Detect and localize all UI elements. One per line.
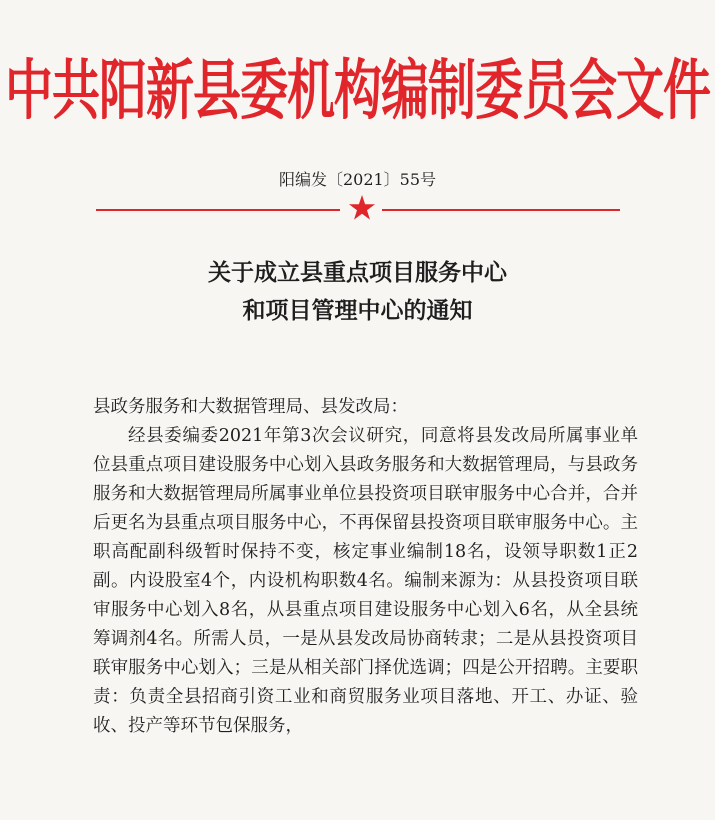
divider-line-right xyxy=(382,209,620,211)
document-number: 阳编发〔2021〕55号 xyxy=(278,170,437,189)
letterhead-title: 中共阳新县委机构编制委员会文件 xyxy=(4,52,710,129)
body-paragraph: 经县委编委2021年第3次会议研究，同意将县发改局所属事业单位县重点项目建设服务中心划入县政务服务和大数据管理局，与县政务服务和大数据管理局所属事业单位县投资项目联审服务中心合并，合并后更名为县重点项目服务中心，不再保留县投资项目联审服务中心。主职高配副科级暂时保持不变，核定事业编制18名，设领导职数1正2副。内设股室4个，内设机构职数4名。编制来源为：从县投资项目联审服务中心划入8名，从县重点项目建设服务中心划入6名，从全县统筹调剂4名。所需人员，一是从县发改局协商转隶；二是从县投资项目联审服务中心划入；三是从相关部门择优选调；四是公开招聘。主要职责：负责全县招商引资工业和商贸服务业项目落地、开工、办证、验收、投产等环节包保服务， xyxy=(93,426,638,736)
red-divider xyxy=(96,198,620,222)
document-body xyxy=(93,393,638,741)
divider-line-left xyxy=(96,209,340,211)
title-line-2: 和项目管理中心的通知 xyxy=(242,297,473,324)
title-line-1: 关于成立县重点项目服务中心 xyxy=(208,259,507,286)
salutation: 县政务服务和大数据管理局、县发改局： xyxy=(93,397,408,417)
red-star-icon xyxy=(348,194,376,222)
notice-title xyxy=(0,254,715,330)
